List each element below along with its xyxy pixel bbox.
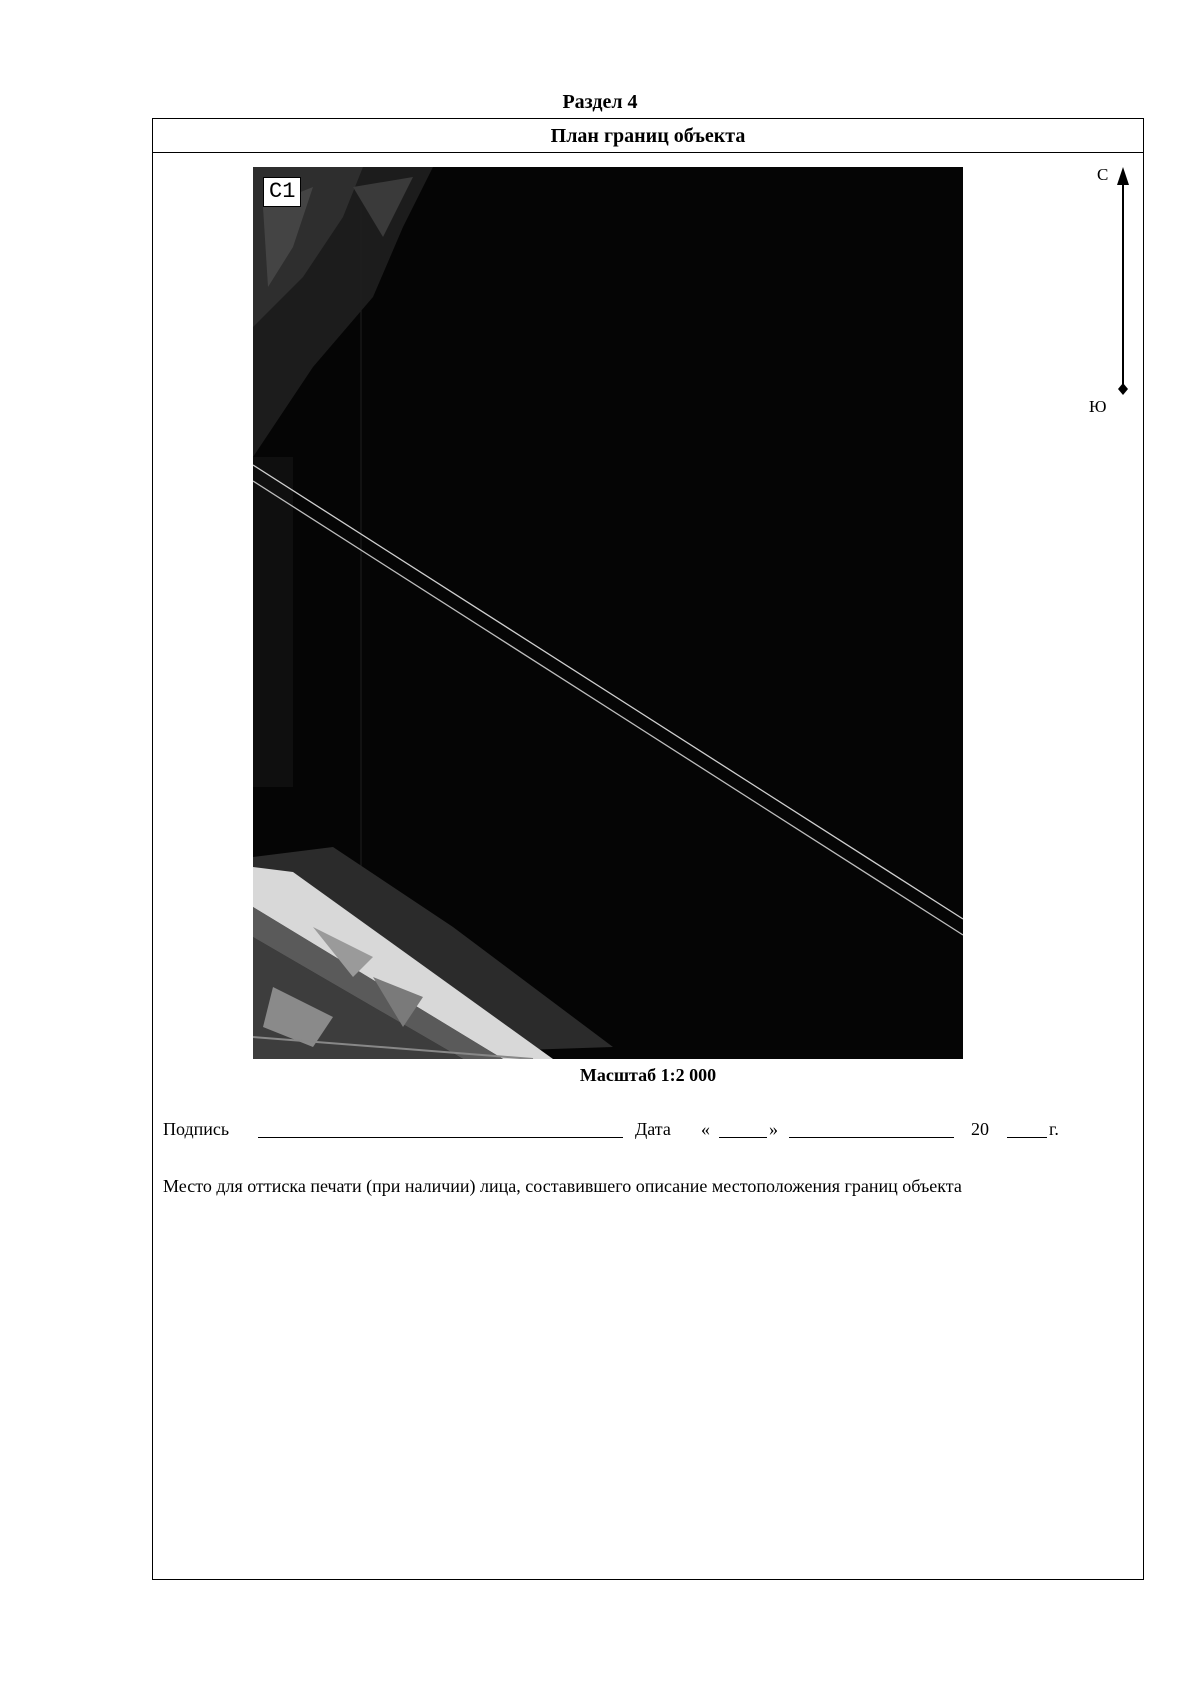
year-suffix: г.	[1049, 1119, 1059, 1139]
signature-label: Подпись	[163, 1119, 230, 1139]
date-open-quote: «	[701, 1119, 710, 1139]
plan-frame	[152, 118, 1144, 1580]
year-blank[interactable]	[1007, 1117, 1047, 1138]
north-arrow-icon	[1113, 165, 1133, 395]
aerial-image	[253, 167, 963, 1059]
month-blank[interactable]	[789, 1117, 954, 1138]
signature-row	[163, 1117, 1123, 1145]
scale-label: Масштаб 1:2 000	[579, 1065, 717, 1085]
aerial-map	[253, 167, 963, 1059]
compass-south-label: Ю	[1089, 397, 1107, 416]
signature-blank[interactable]	[258, 1117, 623, 1138]
compass	[1089, 165, 1145, 416]
compass-north-label: С	[1097, 165, 1109, 184]
date-label: Дата	[635, 1119, 671, 1139]
day-blank[interactable]	[719, 1117, 767, 1138]
plan-title: План границ объекта	[153, 119, 1143, 153]
year-prefix: 20	[971, 1119, 989, 1139]
date-close-quote: »	[769, 1119, 778, 1139]
map-label: C1	[263, 177, 301, 207]
section-title: Раздел 4	[562, 91, 638, 113]
stamp-note: Место для оттиска печати (при наличии) лица, составившего описание местоположения границ объекта	[163, 1176, 962, 1196]
